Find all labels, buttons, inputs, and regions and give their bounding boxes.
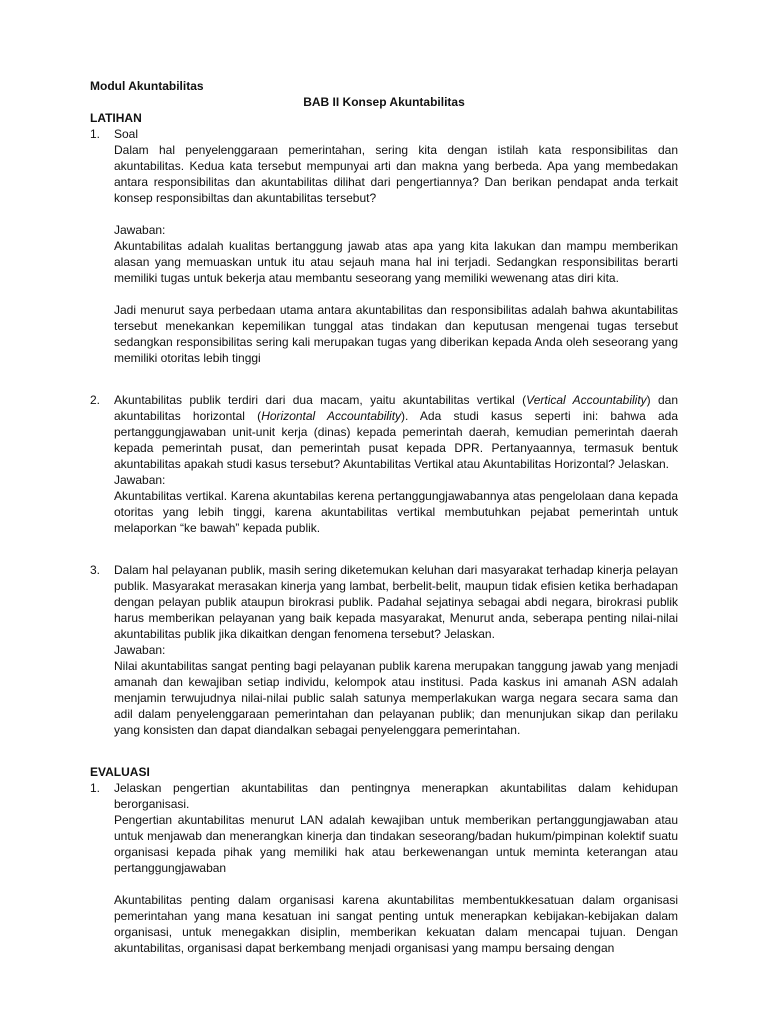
item-body [114,126,678,366]
answer-paragraph: Jadi menurut saya perbedaan utama antara akuntabilitas dan responsibilitas adalah bahwa akuntabilitas tersebut menekankan kepemilikan tunggal atas tindakan dan keputusan mengenai tugas tersebut sedangkan responsibilitas sering kali merupakan tugas yang diberikan kepada Anda oleh seseorang yang memiliki otoritas lebih tinggi [114,303,678,365]
answer-label: Jawaban: [114,643,166,657]
item-body [114,562,678,738]
answer-label: Jawaban: [114,473,166,487]
latihan-item-1 [90,126,678,366]
chapter-title: BAB II Konsep Akuntabilitas [303,95,465,109]
item-body [114,392,678,536]
answer-paragraph: Akuntabilitas vertikal. Karena akuntabilas kerena pertanggungjawabannya atas pengelolaan dana kepada otoritas yang lebih tinggi, karena akuntabilitas vertikal membutuhkan pejabat pemerintah untuk melaporkan “ke bawah” kepada publik. [114,489,678,535]
answer-paragraph: Pengertian akuntabilitas menurut LAN adalah kewajiban untuk memberikan pertanggungjawaban atau untuk menjawab dan menerangkan kinerja dan tindakan seseorang/badan hukum/pimpinan kolektif suatu organisasi kepada pihak yang memiliki hak atau berkewenangan untuk meminta keterangan atau pertanggungjawaban [114,813,678,875]
item-label: Soal [114,127,139,141]
module-title: Modul Akuntabilitas [90,79,204,93]
evaluasi-item-1 [90,780,678,956]
answer-paragraph: Akuntabilitas penting dalam organisasi karena akuntabilitas membentukkesatuan dalam organisasi pemerintahan yang mana kesatuan ini sangat penting untuk menerapkan kebijakan-kebijakan dalam organisasi, untuk menegakkan disiplin, memberikan kekuatan dalam mencapai tujuan. Dengan akuntabilitas, organisasi dapat berkembang menjadi organisasi yang mampu bersaing dengan [114,893,678,955]
item-number: 1. [90,781,101,795]
item-number: 1. [90,127,101,141]
latihan-item-3 [90,562,678,738]
question-text: Jelaskan pengertian akuntabilitas dan pentingnya menerapkan akuntabilitas dalam kehidupan berorganisasi. [114,781,678,811]
section-heading-latihan: LATIHAN [90,111,142,125]
answer-paragraph: Nilai akuntabilitas sangat penting bagi pelayanan publik karena merupakan tanggung jawab yang menjadi amanah dan kewajiban setiap individu, kelompok atau institusi. Pada kaskus ini amanah ASN adalah menjamin terwujudnya nilai-nilai public salah satunya memperlakukan warga negara secara sama dan adil dalam penyelenggaraan pemerintahan dan pelayanan publik; dan menunjukan sikap dan perilaku yang konsisten dan dapat diandalkan sebagai penyelenggara pemerintahan. [114,659,678,737]
answer-label: Jawaban: [114,223,166,237]
latihan-item-2 [90,392,678,536]
section-heading-evaluasi: EVALUASI [90,765,150,779]
question-text: Dalam hal penyelenggaraan pemerintahan, sering kita dengan istilah kata responsibilitas dan akuntabilitas. Kedua kata tersebut mempunyai arti dan makna yang berbeda. Apa yang membedakan antara responsibilitas dan akuntabilitas dilihat dari pengertiannya? Dan berikan pendapat anda terkait konsep responsibiltas dan akuntabilitas tersebut? [114,143,678,205]
item-number: 3. [90,563,101,577]
item-number: 2. [90,393,101,407]
question-text: Akuntabilitas publik terdiri dari dua macam, yaitu akuntabilitas vertikal (Vertical Accountability) dan akuntabilitas horizontal (Horizontal Accountability). Ada studi kasus seperti ini: bahwa ada pertanggungjawaban unit-unit kerja (dinas) kepada pemerintah daerah, kemudian pemerintah daerah kepada pemerintah pusat, dan pemerintah pusat kepada DPR. Pertanyaannya, termasuk bentuk akuntabilitas apakah studi kasus tersebut? Akuntabilitas Vertikal atau Akuntabilitas Horizontal? Jelaskan. [114,393,679,471]
item-body [114,780,678,956]
answer-paragraph: Akuntabilitas adalah kualitas bertanggung jawab atas apa yang kita lakukan dan mampu memberikan alasan yang memuaskan untuk itu atau sejauh mana hal ini terjadi. Sedangkan responsibilitas berarti memiliki tugas untuk bekerja atau membantu seseorang yang memiliki wewenang atas diri kita. [114,239,678,285]
question-text: Dalam hal pelayanan publik, masih sering diketemukan keluhan dari masyarakat terhadap kinerja pelayan publik. Masyarakat merasakan kinerja yang lambat, berbelit-belit, maupun tidak efisien ketika berhadapan dengan pelayan publik ataupun birokrasi publik. Padahal sejatinya sebagai abdi negara, birokrasi publik harus memberikan pelayanan yang baik kepada masyarakat, Menurut anda, seberapa penting nilai-nilai akuntabilitas publik jika dikaitkan dengan fenomena tersebut? Jelaskan. [114,563,678,641]
